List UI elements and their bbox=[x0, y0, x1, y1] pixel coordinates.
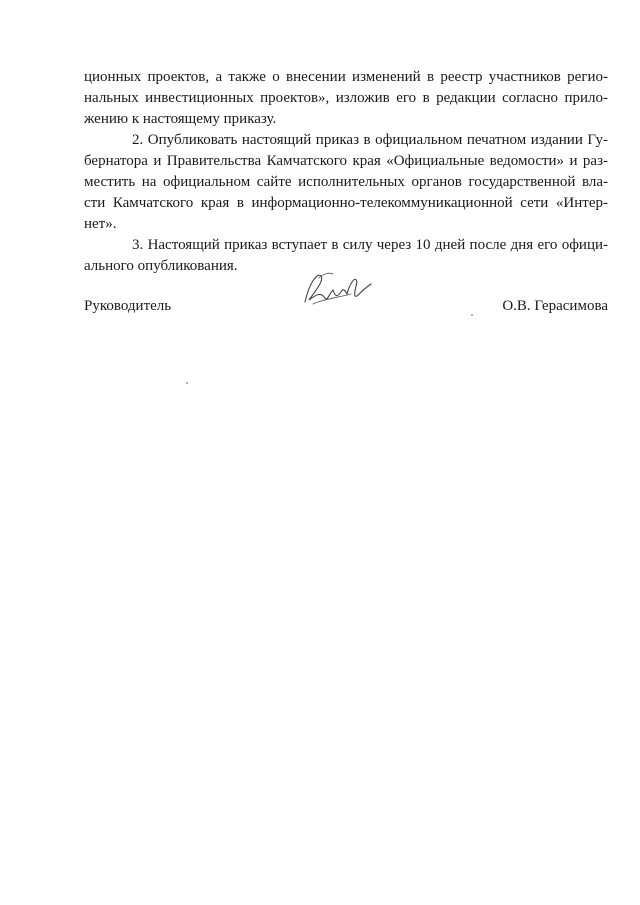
paragraph-item-2: 2. Опубликовать настоящий приказ в официальном печатном издании Гу-бернатора и Правительства Камчатского края «Официальные ведомости» и раз-местить на официальном сайте исполнительных органов государственной вла-сти Камчатского края в информационно-телекоммуникационной сети «Интер-нет». bbox=[84, 132, 608, 232]
scan-speck bbox=[186, 382, 188, 384]
paragraph-item-3: 3. Настоящий приказ вступает в силу через 10 дней после дня его офици-ального опубликования. bbox=[84, 237, 608, 274]
signatory-title: Руководитель bbox=[84, 298, 172, 314]
handwritten-signature bbox=[299, 264, 379, 312]
signatory-name: О.В. Герасимова bbox=[502, 298, 608, 314]
scan-speck bbox=[471, 314, 473, 316]
paragraph-continuation: ционных проектов, а также о внесении изменений в реестр участников регио-нальных инвестиционных проектов», изложив его в редакции согласно прило-жению к настоящему приказу. bbox=[84, 69, 608, 127]
document-body bbox=[84, 67, 608, 277]
